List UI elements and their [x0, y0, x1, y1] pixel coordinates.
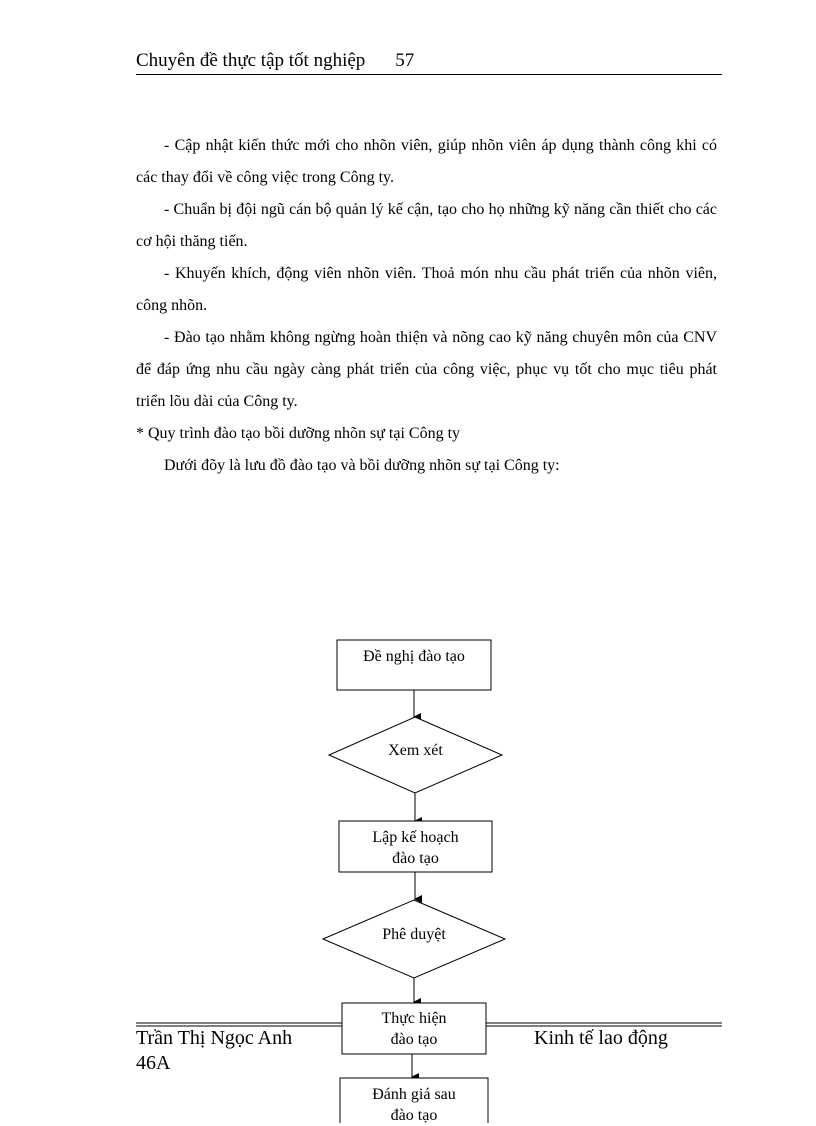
step2-text: Xem xét — [388, 742, 443, 759]
step2-label — [329, 740, 502, 761]
footer-department: Kinh tế lao động — [534, 1027, 668, 1049]
author-class: 46A — [136, 1052, 171, 1074]
section-heading: * Quy trình đào tạo bồi dưỡng nhõn sự tại Công ty — [136, 425, 461, 442]
paragraph-2: - Chuẩn bị đội ngũ cán bộ quản lý kế cận, tạo cho họ những kỹ năng cần thiết cho các cơ hội thăng tiến. — [136, 201, 717, 250]
step3-text-line2: đào tạo — [392, 850, 439, 867]
step6-text-line1: Đánh giá sau — [372, 1086, 456, 1103]
step5-label — [342, 1008, 486, 1050]
author-name: Trần Thị Ngọc Anh — [136, 1027, 293, 1049]
step1-label — [337, 646, 491, 667]
step1-text: Đề nghị đào tạo — [363, 648, 465, 665]
page-number: 57 — [395, 50, 415, 71]
step3-label — [339, 827, 492, 869]
step5-text-line2: đào tạo — [390, 1031, 438, 1048]
step6-label — [340, 1084, 488, 1126]
step4-text: Phê duyệt — [382, 926, 446, 943]
step6-text-line2: đào tạo — [390, 1107, 438, 1124]
paragraph-3: - Khuyến khích, động viên nhõn viên. Thoả món nhu cầu phát triển của nhõn viên, công nhõn. — [136, 265, 717, 314]
paragraph-4: - Đào tạo nhằm không ngừng hoàn thiện và nõng cao kỹ năng chuyên môn của CNV để đáp ứng nhu cầu ngày càng phát triển của công việc, phục vụ tốt cho mục tiêu phát triển lõu dài của Công ty. — [136, 329, 717, 410]
step5-text-line1: Thực hiện — [381, 1010, 447, 1027]
paragraph-1: - Cập nhật kiến thức mới cho nhõn viên, giúp nhõn viên áp dụng thành công khi có các thay đổi về công việc trong Công ty. — [136, 137, 717, 186]
step3-text-line1: Lập kế hoạch — [372, 829, 459, 846]
document-title: Chuyên đề thực tập tốt nghiệp — [136, 50, 366, 71]
footer-author — [136, 1026, 292, 1076]
paragraph-intro: Dưới đõy là lưu đồ đào tạo và bồi dưỡng nhõn sự tại Công ty: — [164, 457, 560, 474]
step4-label — [323, 924, 505, 945]
